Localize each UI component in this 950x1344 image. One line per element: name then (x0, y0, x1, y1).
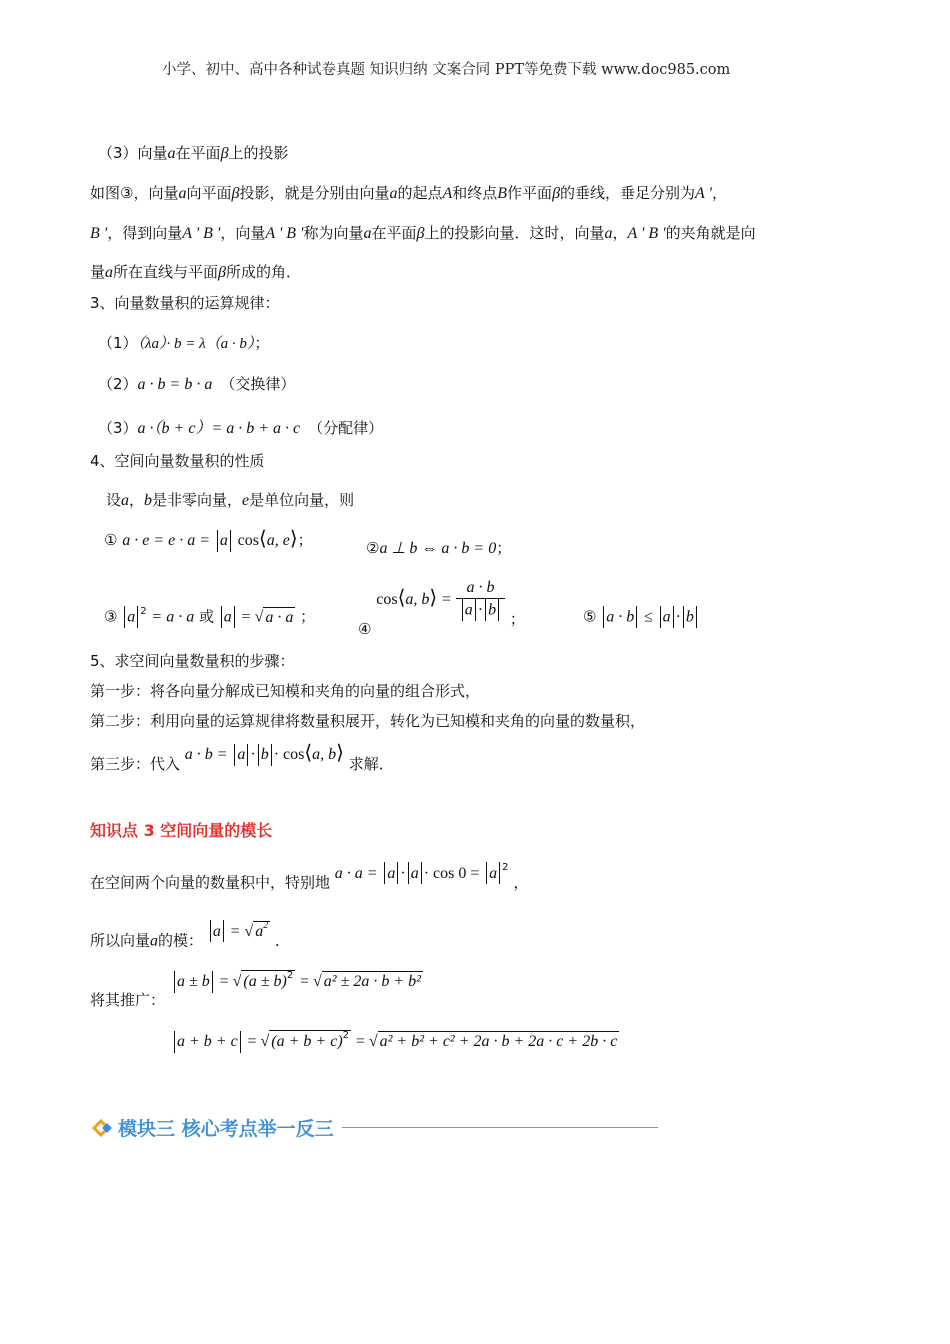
property-3: ③ a $^2$ = a · a 或 a = √ a · a ； (104, 606, 315, 630)
property-5: ⑤ a · b ≤ a · b (583, 606, 699, 628)
knowledge-point-3-title: 知识点 3 空间向量的模长 (90, 821, 273, 840)
projection-paragraph-line-1: 如图③，向量a向平面β投影，就是分别由向量a的起点A和终点B作平面β的垂线，垂足分别为A '， (90, 184, 727, 202)
title-text: 上的投影 (228, 144, 289, 162)
page-header: 小学、初中、高中各种试卷真题 知识归纳 文案合同 PPT等免费下载 www.doc985.com (162, 62, 731, 78)
plane-beta: β (220, 145, 229, 162)
rule-2: （2）a · b = b · a （交换律） (98, 375, 296, 393)
generalization-label: 将其推广： (90, 991, 166, 1009)
modulus-line-2: 所以向量a的模： a = √ $a^2$ ． (90, 919, 290, 950)
property-2: ②a ⊥ b ⇔ a · b = 0； (366, 539, 512, 557)
properties-heading: 4、空间向量数量积的性质 (90, 452, 265, 470)
title-text: （3）向量 (98, 144, 168, 162)
module-3-banner (92, 1114, 658, 1141)
step-1: 第一步：将各向量分解成已知模和夹角的向量的组合形式， (90, 682, 481, 700)
properties-intro: 设a，b是非零向量，e是单位向量，则 (106, 491, 355, 509)
step-2: 第二步：利用向量的运算规律将数量积展开，转化为已知模和夹角的向量的数量积， (90, 712, 646, 730)
rule-1: （1）（λa）· b = λ（a · b）； (98, 334, 270, 352)
step-3: 第三步：代入 a · b = a · b · cos⟨a, b⟩ 求解． (90, 740, 394, 773)
module-divider (342, 1127, 658, 1128)
double-chevron-icon (92, 1119, 114, 1137)
cos-fraction: $\frac{a \cdot b}{a \cdot b}$ (456, 578, 505, 621)
projection-paragraph-line-3: 量a所在直线与平面β所成的角． (90, 263, 302, 281)
modulus-line-1: 在空间两个向量的数量积中，特别地 a · a = a · a · cos 0 = a $^2$ ， (90, 861, 529, 892)
vector-a: a (167, 145, 176, 162)
property-1: ① a · e = e · a = a cos⟨a, e⟩； (104, 526, 313, 550)
rules-heading: 3、向量数量积的运算规律： (90, 294, 280, 312)
generalization-formula-2: a + b + c = √ $(a + b + c)^2$ = √ a² + b² + c² + 2a · b + 2a · c + 2b · c (172, 1030, 619, 1054)
property-4: ④ cos⟨a, b⟩ = $\frac{a \cdot b}{a \cdot b}$ ； (358, 579, 525, 638)
section-title-projection (98, 143, 289, 164)
generalization-formula-1: a ± b = √ $(a \pm b)^2$ = √ a² ± 2a · b + b² (172, 970, 423, 994)
title-text: 在平面 (175, 144, 221, 162)
steps-heading: 5、求空间向量数量积的步骤： (90, 652, 295, 670)
projection-paragraph-line-2: B '，得到向量A ' B '，向量A ' B '称为向量a在平面β上的投影向量．这时，向量a，A ' B '的夹角就是向 (90, 224, 756, 242)
rule-3: （3）a ·（b + c）= a · b + a · c （分配律） (98, 419, 384, 437)
module-3-title: 模块三 核心考点举一反三 (118, 1118, 334, 1140)
